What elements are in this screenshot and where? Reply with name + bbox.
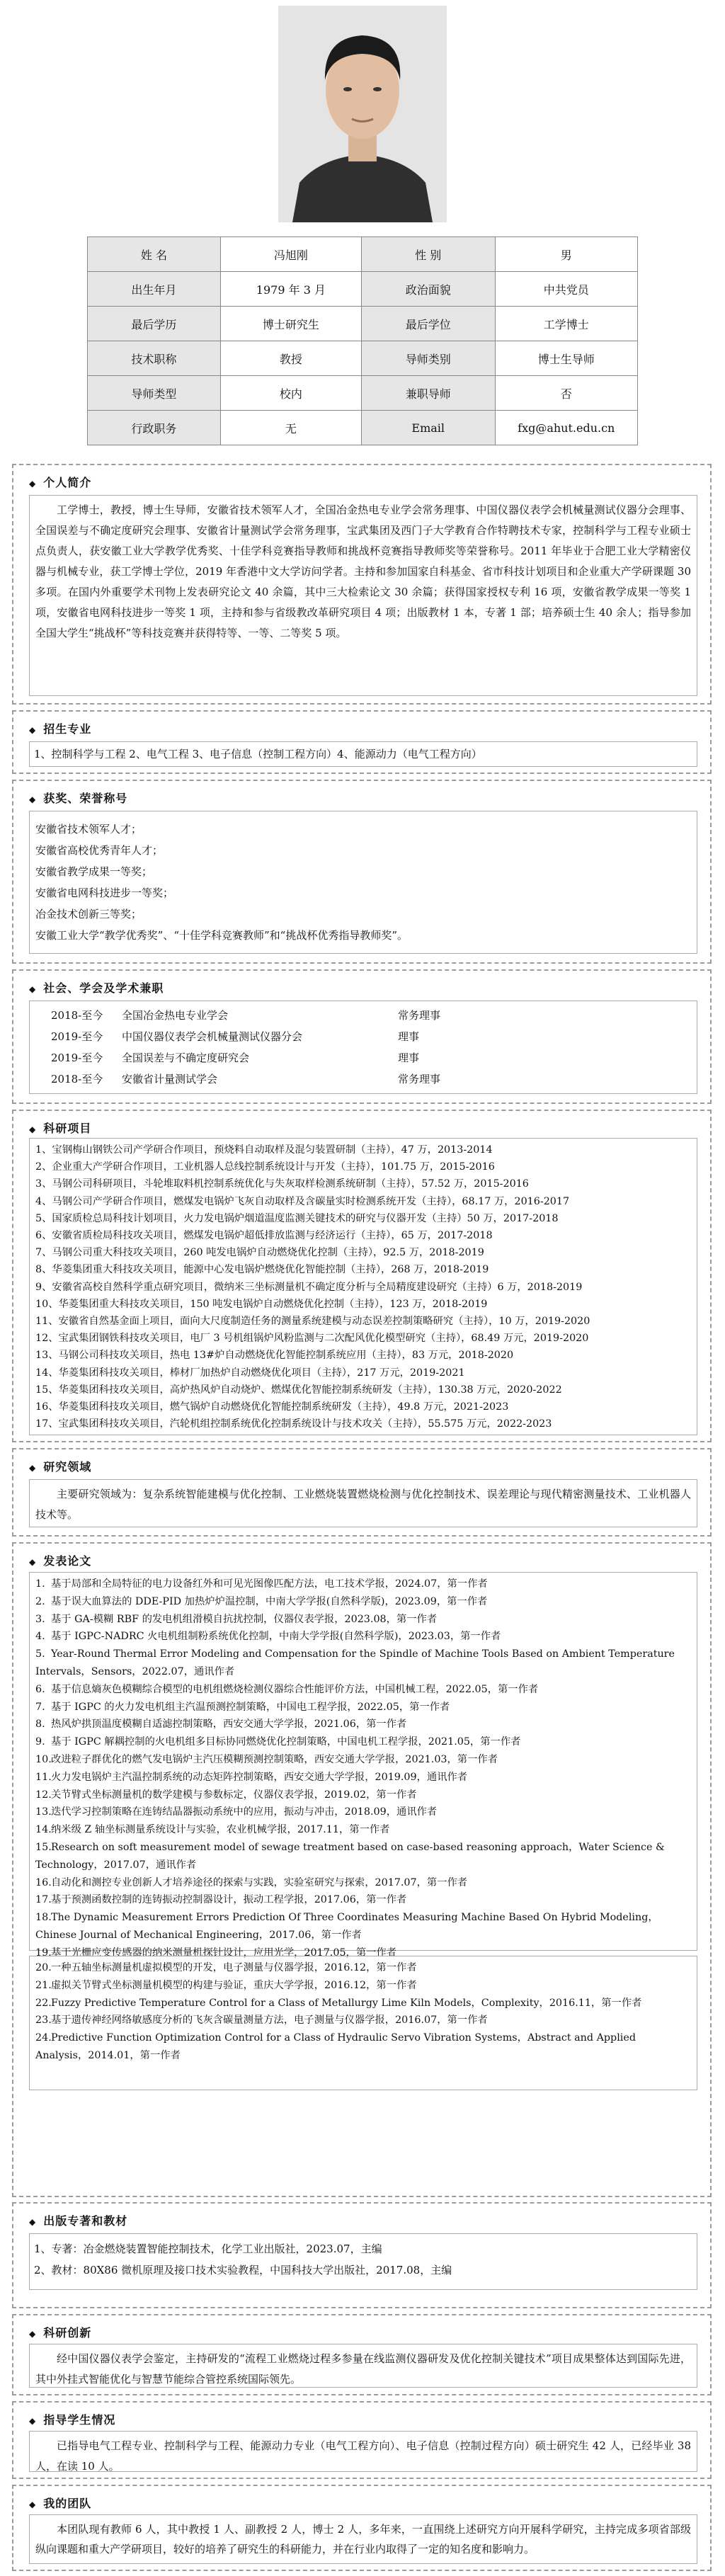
paper-number: 23. [35, 2014, 52, 2027]
role-org: 安徽省计量测试学会 [122, 1073, 218, 1085]
section-title: ◆ 研究领域 [29, 1458, 91, 1474]
innovation-text: 经中国仪器仪表学会鉴定，主持研发的“流程工业燃烧过程多参量在线监测仪器研发及优化控制关键技术”项目成果整体达到国际先进，其中外挂式智能优化与智慧节能综合管控系统国际领先。 [35, 2352, 691, 2386]
paper-item [35, 1959, 691, 1977]
paper-item [35, 1874, 691, 1892]
project-item: 14、华菱集团科技攻关项目，棒材厂加热炉自动燃烧优化项目（主持），217 万元，2019-2021 [35, 1367, 465, 1379]
paper-item [35, 1646, 691, 1681]
section-title: ◆ 社会、学会及学术兼职 [29, 979, 164, 996]
role-row [30, 1005, 697, 1026]
paper-number: 6. [35, 1683, 45, 1695]
paper-number: 3. [35, 1613, 45, 1625]
paper-item [35, 1575, 691, 1593]
intro-text: 工学博士，教授，博士生导师，安徽省技术领军人才，全国冶金热电专业学会常务理事、中国仪器仪表学会机械量测试仪器分会理事、全国误差与不确定度研究会理事、安徽省计量测试学会常务理事，宝武集团及西门子大学教育合作特聘技术专家，控制科学与工程专业硕士点负责人，获安徽工业大学教学优秀奖、十佳学科竞赛指导教师和挑战杯竞赛指导教师奖等荣誉称号。2011 年毕业于合肥工业大学精密仪器与机械专业，获工学博士学位，2019 年香港中文大学访问学者。主持和参加国家自科基金、省市科技计划项目和企业重大产学研课题 30 多项。在国内外重要学术刊物上发表研究论文 40 余篇，其中三大检索论文 30 余篇；获得国家授权专利 16 项，安徽省教学成果一等奖 1 项，安徽省电网科技进步一等奖 1 项，主持和参与省级教改革研究项目 4 项；出版教材 1 本，专著 1 部；培养硕士生 40 余人；指导参加全国大学生“挑战杯”等科技竞赛并获得特等、一等、二等奖 5 项。 [35, 503, 691, 639]
paper-number: 1. [35, 1578, 45, 1590]
role-period: 2018-至今 [51, 1009, 103, 1022]
section-guidance [12, 2401, 712, 2479]
section-title: ◆ 科研项目 [29, 1119, 91, 1136]
paper-item [35, 1628, 691, 1646]
section-title: ◆ 科研创新 [29, 2324, 91, 2340]
role-org: 全国冶金热电专业学会 [122, 1009, 229, 1022]
paper-number: 14. [35, 1824, 52, 1836]
paper-item [35, 1611, 691, 1629]
profile-value: 工学博士 [495, 307, 638, 341]
paper-text: 基于 IGPC 解耦控制的火电机组多目标协同燃烧优化控制策略，中国电机工程学报，2021.05，第一作者 [51, 1736, 521, 1748]
guidance-text: 已指导电气工程专业、控制科学与工程、能源动力专业（电气工程方向）、电子信息（控制过程方向）硕士研究生 42 人，已经毕业 38 人，在读 10 人。 [35, 2439, 691, 2473]
profile-label: 性 别 [361, 237, 495, 272]
honor-item: 安徽工业大学“教学优秀奖”、“十佳学科竞赛教师”和“挑战杯优秀指导教师奖”。 [35, 929, 409, 942]
honor-item: 安徽省技术领军人才； [35, 823, 142, 836]
section-title: ◆ 出版专著和教材 [29, 2212, 127, 2228]
profile-row [88, 376, 638, 411]
role-org: 中国仪器仪表学会机械量测试仪器分会 [122, 1030, 303, 1043]
paper-item [35, 1786, 691, 1804]
section-title: ◆ 获奖、荣誉称号 [29, 790, 127, 806]
honor-item: 冶金技术创新三等奖； [35, 908, 142, 921]
profile-value: 否 [495, 376, 638, 411]
paper-text: 迭代学习控制策略在连铸结晶器振动系统中的应用，振动与冲击，2018.09，通讯作者 [51, 1806, 438, 1818]
profile-label: Email [361, 411, 495, 445]
team-text: 本团队现有教师 6 人，其中教授 1 人、副教授 2 人，博士 2 人，多年来，一直围绕上述研究方向开展科学研究，主持完成多项省部级纵向课题和重大产学研项目，较好的培养了研究生的科研能力，并在行业内取得了一定的知名度和影响力。 [35, 2523, 691, 2555]
project-item: 16、华菱集团科技攻关项目，燃气锅炉自动燃烧优化智能控制系统研发（主持），49.8 万元，2021-2023 [35, 1401, 509, 1413]
project-item: 8、华菱集团重大科技攻关项目，能源中心发电锅炉燃烧优化智能控制（主持），268 万，2018-2019 [35, 1264, 489, 1276]
paper-text: Research on soft measurement model of sewage treatment based on case-based reasoning approach，Water Science & Technology，2017.07，通讯作者 [35, 1841, 665, 1871]
role-row [30, 1047, 697, 1068]
section-papers [12, 1542, 712, 2197]
project-item: 5、国家质检总局科技计划项目，火力发电锅炉烟道温度监测关键技术的研究与仪器开发（主持）50 万，2017-2018 [35, 1212, 559, 1224]
paper-text: 一种五轴坐标测量机虚拟模型的开发，电子测量与仪器学报，2016.12，第一作者 [51, 1962, 417, 1973]
paper-text: The Dynamic Measurement Errors Prediction Of Three Coordinates Measuring Machine Based On Hybrid Modeling，Chinese Journal of Mechanical Engineering，2017.06，第一作者 [35, 1912, 658, 1941]
paper-number: 16. [35, 1876, 52, 1888]
project-item: 4、马钢公司产学研合作项目，燃煤发电锅炉飞灰自动取样及含碳量实时检测系统开发（主持），68.17 万，2016-2017 [35, 1195, 570, 1207]
section-intro [12, 464, 712, 705]
book-item: 1、专著：冶金燃烧装置智能控制技术，化学工业出版社，2023.07，主编 [34, 2242, 382, 2255]
paper-item [35, 2012, 691, 2029]
role-period: 2019-至今 [51, 1030, 103, 1043]
paper-text: 基于信息熵灰色模糊综合模型的电机组燃烧检测仪器综合性能评价方法，中国机械工程，2022.05，第一作者 [51, 1683, 539, 1695]
project-item: 11、安徽省自然基金面上项目，面向大尺度制造任务的测量系统建模与动态误差控制策略研究（主持），10 万，2019-2020 [35, 1316, 590, 1328]
paper-item [35, 1995, 691, 2012]
paper-number: 21. [35, 1979, 52, 1991]
paper-number: 10. [35, 1753, 52, 1765]
section-admission [12, 710, 712, 774]
paper-text: 关节臂式坐标测量机的数学建模与参数标定，仪器仪表学报，2019.02，第一作者 [51, 1789, 417, 1801]
project-item: 6、安徽省质检局科技攻关项目，燃煤发电锅炉超低排放监测与经济运行（主持），65 万，2017-2018 [35, 1230, 493, 1242]
paper-text: 基于 IGPC 的火力发电机组主汽温预测控制策略，中国电工程学报，2022.05，第一作者 [51, 1701, 450, 1713]
profile-photo [278, 6, 447, 222]
profile-label: 最后学历 [88, 307, 221, 341]
paper-number: 11. [35, 1771, 52, 1783]
paper-text: Fuzzy Predictive Temperature Control for a Class of Metallurgy Lime Kiln Models，Complexity，2016.11，第一作者 [51, 1997, 642, 2009]
paper-item [35, 1977, 691, 1995]
paper-text: 火力发电锅炉主汽温控制系统的动态矩阵控制策略，西安交通大学学报，2019.09，通讯作者 [51, 1771, 468, 1783]
profile-value: 1979 年 3 月 [220, 272, 361, 307]
section-title: ◆ 指导学生情况 [29, 2411, 115, 2427]
profile-value: 校内 [220, 376, 361, 411]
paper-item [35, 1803, 691, 1821]
profile-row [88, 411, 638, 445]
section-title: ◆ 我的团队 [29, 2495, 91, 2511]
profile-row [88, 272, 638, 307]
profile-value: 冯旭刚 [220, 237, 361, 272]
paper-item [35, 1699, 691, 1716]
paper-number: 15. [35, 1841, 52, 1853]
project-item: 1、宝钢梅山钢铁公司产学研合作项目，预烧料自动取样及混匀装置研制（主持），47 万，2013-2014 [35, 1144, 493, 1156]
paper-text: Predictive Function Optimization Control for a Class of Hydraulic Servo Vibration Systems，Abstract and Applied Analysis，2014.01，第一作者 [35, 2032, 636, 2061]
paper-text: 基于光栅应变传感器的纳米测量机探针设计，应用光学，2017.05，第一作者 [51, 1947, 397, 1959]
profile-row [88, 307, 638, 341]
project-item: 12、宝武集团钢铁科技攻关项目，电厂 3 号机组锅炉风粉监测与二次配风优化模型研究（主持），68.49 万元，2019-2020 [35, 1333, 589, 1345]
section-projects [12, 1110, 712, 1442]
profile-row [88, 341, 638, 376]
paper-number: 9. [35, 1736, 45, 1748]
paper-number: 22. [35, 1997, 52, 2009]
profile-value: 中共党员 [495, 272, 638, 307]
role-role: 常务理事 [398, 1073, 441, 1085]
paper-number: 20. [35, 1962, 52, 1973]
paper-text: 自动化和测控专业创新人才培养途径的探索与实践，实验室研究与探索，2017.07，第一作者 [51, 1876, 468, 1888]
section-field [12, 1448, 712, 1537]
project-item: 17、宝武集团科技攻关项目，汽轮机组控制系统优化控制系统设计与技术攻关（主持），55.575 万元，2022-2023 [35, 1418, 552, 1430]
paper-item [35, 1716, 691, 1733]
paper-text: 基于遗传神经网络敏感度分析的飞灰含碳量测量方法，电子测量与仪器学报，2016.07，第一作者 [51, 2014, 488, 2027]
profile-table [87, 236, 638, 445]
profile-row [88, 237, 638, 272]
profile-label: 导师类型 [88, 376, 221, 411]
section-title: ◆ 个人简介 [29, 474, 91, 490]
paper-item [35, 1769, 691, 1786]
profile-value: 博士研究生 [220, 307, 361, 341]
book-item: 2、教材：80X86 微机原理及接口技术实验教程，中国科技大学出版社，2017.08，主编 [34, 2264, 452, 2276]
paper-number: 12. [35, 1789, 52, 1801]
role-period: 2018-至今 [51, 1073, 103, 1085]
paper-number: 5. [35, 1648, 45, 1660]
paper-text: 基于误大血算法的 DDE-PID 加热炉炉温控制，中南大学学报(自然科学版)，2023.09，第一作者 [51, 1595, 488, 1607]
profile-value: 博士生导师 [495, 341, 638, 376]
section-team [12, 2485, 712, 2571]
paper-text: 改进粒子群优化的燃气发电锅炉主汽压模糊预测控制策略，西安交通大学学报，2021.03，第一作者 [51, 1753, 498, 1765]
project-item: 7、马钢公司重大科技攻关项目，260 吨发电锅炉自动燃烧优化控制（主持），92.5 万，2018-2019 [35, 1247, 484, 1259]
profile-label: 出生年月 [88, 272, 221, 307]
profile-value: 无 [220, 411, 361, 445]
project-item: 3、马钢公司科研项目，斗轮堆取料机控制系统优化与失灰取样检测系统研制（主持），57.52 万，2015-2016 [35, 1178, 529, 1190]
paper-item [35, 1681, 691, 1699]
role-role: 常务理事 [398, 1009, 441, 1022]
paper-item [35, 1593, 691, 1611]
profile-label: 姓 名 [88, 237, 221, 272]
profile-label: 技术职称 [88, 341, 221, 376]
field-text: 主要研究领域为：复杂系统智能建模与优化控制、工业燃烧装置燃烧检测与优化控制技术、误差理论与现代精密测量技术、工业机器人技术等。 [35, 1488, 691, 1521]
profile-value: 教授 [220, 341, 361, 376]
paper-text: 虚拟关节臂式坐标测量机模型的构建与验证，重庆大学学报，2016.12，第一作者 [51, 1979, 417, 1991]
paper-text: 基于预测函数控制的连铸振动控制器设计，振动工程学报，2017.06，第一作者 [51, 1894, 407, 1906]
section-title: ◆ 招生专业 [29, 720, 91, 736]
paper-number: 24. [35, 2032, 52, 2044]
section-innovation [12, 2314, 712, 2395]
role-row [30, 1026, 697, 1047]
project-item: 15、华菱集团科技攻关项目，高炉热风炉自动烧炉、燃煤优化智能控制系统研发（主持），130.38 万元，2020-2022 [35, 1384, 562, 1396]
paper-number: 7. [35, 1701, 45, 1713]
paper-item [35, 1751, 691, 1769]
paper-number: 17. [35, 1894, 52, 1906]
email-value[interactable]: fxg@ahut.edu.cn [495, 411, 638, 445]
paper-number: 18. [35, 1912, 52, 1924]
project-item: 2、企业重大产学研合作项目，工业机器人总线控制系统设计与开发（主持），101.75 万，2015-2016 [35, 1161, 495, 1173]
paper-number: 13. [35, 1806, 52, 1818]
paper-number: 2. [35, 1595, 45, 1607]
role-period: 2019-至今 [51, 1052, 103, 1064]
paper-text: Year-Round Thermal Error Modeling and Compensation for the Spindle of Machine Tools Based on Ambient Temperature Intervals，Sensors，2022.07，通讯作者 [35, 1648, 675, 1677]
project-item: 10、华菱集团重大科技攻关项目，150 吨发电锅炉自动燃烧优化控制（主持），123 万，2018-2019 [35, 1298, 488, 1310]
profile-label: 导师类别 [361, 341, 495, 376]
paper-text: 热风炉拱顶温度模糊自适滤控制策略，西安交通大学学报，2021.06，第一作者 [51, 1719, 407, 1731]
role-role: 理事 [398, 1052, 420, 1064]
paper-item [35, 1891, 691, 1909]
honor-item: 安徽省教学成果一等奖； [35, 865, 153, 878]
paper-number: 8. [35, 1719, 45, 1731]
role-org: 全国误差与不确定度研究会 [122, 1052, 250, 1064]
admission-text: 1、控制科学与工程 2、电气工程 3、电子信息（控制工程方向）4、能源动力（电气工程方向） [34, 748, 482, 760]
paper-text: 基于 IGPC-NADRC 火电机组制粉系统优化控制，中南大学学报(自然科学版)，2023.03，第一作者 [51, 1631, 501, 1643]
profile-label: 最后学位 [361, 307, 495, 341]
project-item: 9、安徽省高校自然科学重点研究项目，微纳米三坐标测量机不确定度分析与全局精度建设研究（主持）6 万，2018-2019 [35, 1281, 583, 1293]
paper-item [35, 1821, 691, 1839]
honor-item: 安徽省高校优秀青年人才； [35, 844, 164, 857]
paper-text: 基于局部和全局特征的电力设备红外和可见光图像匹配方法，电工技术学报，2024.07，第一作者 [51, 1578, 488, 1590]
profile-label: 行政职务 [88, 411, 221, 445]
profile-value: 男 [495, 237, 638, 272]
section-honors [12, 780, 712, 964]
role-role: 理事 [398, 1030, 420, 1043]
paper-item [35, 1909, 691, 1944]
paper-item [35, 2029, 691, 2065]
section-roles [12, 969, 712, 1104]
paper-item [35, 1733, 691, 1751]
paper-number: 19. [35, 1947, 52, 1959]
profile-label: 政治面貌 [361, 272, 495, 307]
profile-label: 兼职导师 [361, 376, 495, 411]
paper-text: 基于 GA-模糊 RBF 的发电机组滑模自抗扰控制，仪器仪表学报，2023.08，第一作者 [51, 1613, 438, 1625]
section-title: ◆ 发表论文 [29, 1552, 91, 1568]
paper-number: 4. [35, 1631, 45, 1643]
paper-text: 纳米级 Z 轴坐标测量系统设计与实验，农业机械学报，2017.11，第一作者 [51, 1824, 390, 1836]
honor-item: 安徽省电网科技进步一等奖； [35, 887, 174, 899]
section-books [12, 2202, 712, 2308]
paper-item [35, 1839, 691, 1874]
project-item: 13、马钢公司科技攻关项目，热电 13#炉自动燃烧优化智能控制系统应用（主持），83 万元，2018-2020 [35, 1350, 514, 1362]
role-row [30, 1068, 697, 1090]
